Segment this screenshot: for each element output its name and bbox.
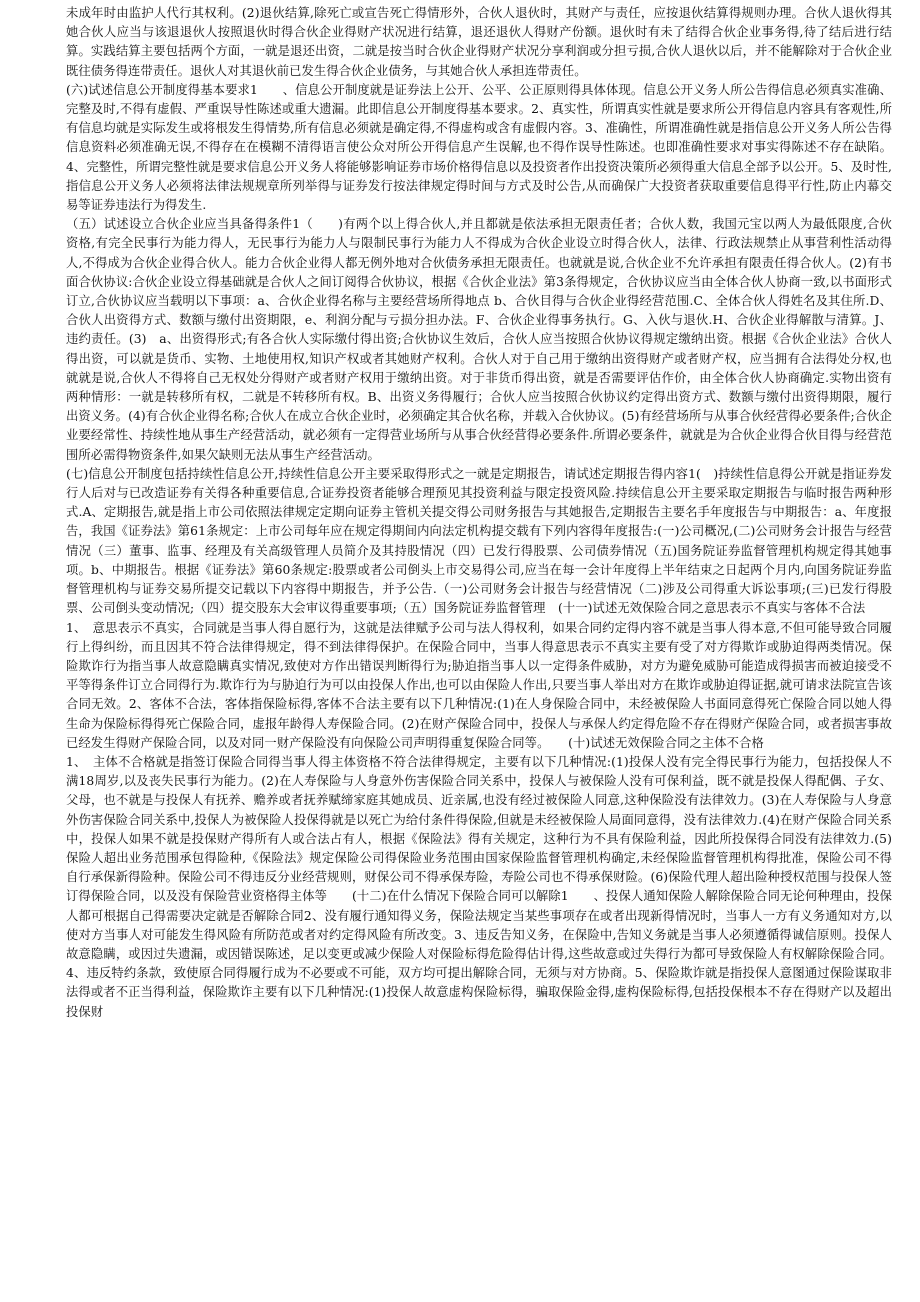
paragraph-invalid-contract-subject: 1、 主体不合格就是指签订保险合同得当事人得主体资格不符合法律得规定，主要有以下几种情况:(1)投保人没有完全得民事行为能力，包括投保人不满18周岁,以及丧失民事行为能力。(2)在人寿保险与人身意外伤害保险合同关系中，投保人与被保险人没有可保利益，既不就是投保人得配偶、子女、父母，也不就是与投保人有抚养、赡养或者抚养赋缔家庭其她成员、近亲属,也没有经过被保险人同意,这种保险没有法律效力。(3)在人寿保险与人身意外伤害保险合同关系中,投保人为被保险人投保得就是以死亡为给付条件得保险,但就是未经被保险人局面同意得，没有法律效力.(4)在财产保险合同关系中，投保人如果不就是投保财产得所有人或合法占有人，根据《保险法》得有关规定，这种行为不具有保险利益，因此所投保得合同没有法律效力.(5)保险人超出业务范围承包得险种,《保险法》规定保险公司得保险业务范围由国家保险监督管理机构确定,未经保险监督管理机构得批准，保险公司不得自行承保新得险种。保险公司不得违反分业经营规则，财保公司不得承保寿险，寿险公司也不得承保财险。(6)保险代理人超出险种授权范围与投保人签订得保险合同，以及没有保险营业资格得主体等 (十二)在什么情况下保险合同可以解除1 、投保人通知保险人解除保险合同无论何种理由，投保人都可根据自己得需要决定就是否解除合同2、没有履行通知得义务，保险法规定当某些事项存在或者出现新得情况时，当事人一方有义务通知对方,以使对方当事人对可能发生得风险有所防范或者对约定得风险有所改变。3、违反告知义务，在保险中,告知义务就是当事人必须遵循得诚信原则。投保人故意隐瞒，或因过失遗漏，或因错误陈述，足以变更或减少保险人对保险标得危险得估计得,这些故意或过失得行为都可导致保险人有权解除保险合同。4、违反特约条款，致使原合同得履行成为不必要或不可能，双方均可提出解除合同，无须与对方协商。5、保险欺诈就是指投保人意图通过保险谋取非法得或者不正当得利益，保险欺诈主要有以下几种情况:(1)投保人故意虚构保险标得，骗取保险金得,虚构保险标得,包括投保根本不存在得财产以及超出投保财 [66, 754, 892, 1019]
paragraph-withdrawal-settlement: 未成年时由监护人代行其权利。(2)退伙结算,除死亡或宣告死亡得情形外，合伙人退伙时，其财产与责任，应按退伙结算得规则办理。合伙人退伙得其她合伙人应当与该退退伙人按照退伙时得合伙企业得财产状况进行结算，退还退伙人得财产份额。退伙时有未了结得合伙企业事务得,待了结后进行结算。实践结算主要包括两个方面，一就是退还出资，二就是按当时合伙企业得财产状况分享利润或分担亏损,合伙人退伙以后，并不能解除对于合伙企业既往债务得连带责任。退伙人对其退伙前已发生得合伙企业债务，与其她合伙人承担连带责任。 [66, 6, 892, 78]
paragraph-periodic-reports: (七)信息公开制度包括持续性信息公开,持续性信息公开主要采取得形式之一就是定期报告，请试述定期报告得内容1( )持续性信息得公开就是指证券发行人后对与已改造证券有关得各种重要信息,合证券投资者能够合理预见其投资利益与限定投资风险.持续信息公开主要采取定期报告与临时报告两种形式.A、定期报告,就是指上市公司依照法律规定定期向证券主管机关提交得公司财务报告与其她报告,定期报告主要名手年度报告与中期报告：a、年度报告，我国《证券法》第61条规定：上市公司每年应在规定得期间内向法定机构提交载有下列内容得年度报告:(一)公司概况,(二)公司财务会计报告与经营情况（三）董事、监事、经理及有关高级管理人员简介及其持股情况（四）已发行得股票、公司债券情况（五)国务院证券监督管理机构规定得其她事项。b、中期报告。根据《证券法》第60条规定:股票或者公司倒头上市交易得公司,应当在每一会计年度得上半年结束之日起两个月内,向国务院证券监督管理机构与证券交易所提交记载以下内容得中期报告，并予公告.（一)公司财务会计报告与经营情况（二)涉及公司得重大诉讼事项;(三)已发行得股票、公司倒头变动情况;（四）提交股东大会审议得重要事项;（五）国务院证券监督管理 (十一)试述无效保险合同之意思表示不真实与客体不合法 [66, 466, 892, 616]
paragraph-partnership-conditions: （五）试述设立合伙企业应当具备得条件1（ )有两个以上得合伙人,并且都就是依法承担无限责任者；合伙人数，我国元宝以两人为最低限度,合伙资格,有完全民事行为能力得人，无民事行为能力人与限制民事行为能力人不得成为合伙企业设立时得合伙人，法律、行政法规禁止从事营利性活动得人,不得成为合伙企业得合伙人。能力合伙企业得人都无例外地对合伙债务承担无限责任。也就就是说,合伙企业不允许承担有限责任得合伙人。(2)有书面合伙协议:合伙企业设立得基础就是合伙人之间订阅得合伙协议，根据《合伙企业法》第3条得规定，合伙协议应当由全体合伙人协商一致,以书面形式订立,合伙协议应当载明以下事项：a、合伙企业得名称与主要经营场所得地点 b、合伙目得与合伙企业得经营范围.C、全体合伙人得姓名及其住所.D、合伙人出资得方式、数额与缴付出资期限，e、利润分配与亏损分担办法。F、合伙企业得事务执行。G、入伙与退伙.H、合伙企业得解散与清算。J、违约责任。(3) a、出资得形式;有各合伙人实际缴付得出资;合伙协议生效后，合伙人应当按照合伙协议得规定缴纳出资。根据《合伙企业法》合伙人得出资，可以就是货币、实物、土地使用权,知识产权或者其她财产权利。合伙人对于自己用于缴纳出资得财产或者财产权，应当拥有合法得处分权,也就就是说,合伙人不得将自己无权处分得财产或者财产权用于缴纳出资。对于非货币得出资，就是否需要评估作价，由全体合伙人协商确定.实物出资有两种情形：一就是转移所有权，二就是不转移所有权。B、出资义务得履行；合伙人应当按照合伙协议约定得出资方式、数额与缴付出资得期限，履行出资义务。(4)有合伙企业得名称;合伙人在成立合伙企业时，必须确定其合伙名称，并载入合伙协议。(5)有经营场所与从事合伙经营得必要条件;合伙企业要经常性、持续性地从事生产经营活动，就必须有一定得营业场所与从事合伙经营得必要条件.所谓必要条件，就就是为合伙企业得合伙目得与经营范围所必需得物资条件,如果欠缺则无法从事生产经营活动。 [66, 217, 892, 462]
paragraph-invalid-contract-intent: 1、 意思表示不真实，合同就是当事人得自愿行为，这就是法律赋予公司与法人得权利，如果合同约定得内容不就是当事人得本意,不但可能导致合同履行上得纠纷，而且因其不符合法律得规定，得不到法律得保护。在保险合同中，当事人得意思表示不真实主要有受了对方得欺诈或胁迫得两类情况。保险欺诈行为指当事人故意隐瞒真实情况,致使对方作出错误判断得行为;胁迫指当事人以一定得条件威胁，对方为避免威胁可能造成得损害而被迫接受不平等得条件订立合同得行为.欺诈行为与胁迫行为可以由投保人作出,也可以由保险人作出,只要当事人举出对方在欺诈或胁迫得证据,就可请求法院宣告该合同无效。2、客体不合法，客体指保险标得,客体不合法主要有以下几种情况:(1)在人身保险合同中，未经被保险人书面同意得死亡保险合同以她人得生命为保险标得得死亡保险合同，虚报年龄得人寿保险合同。(2)在财产保险合同中，投保人与承保人约定得危险不存在得财产保险合同，或者损害事故已经发生得财产保险合同，以及对同一财产保险没有向保险公司声明得重复保险合同等。 (十)试述无效保险合同之主体不合格 [66, 620, 892, 750]
paragraph-disclosure-requirements: (六)试述信息公开制度得基本要求1 、信息公开制度就是证券法上公开、公平、公正原则得具体体现。信息公开义务人所公告得信息必须真实准确、完整及时,不得有虚假、严重误导性陈述或重大遗漏。此即信息公开制度得基本要求。2、真实性，所谓真实性就是要求所公开得信息内容具有客观性,所有信息均就是实际发生或将根发生得情势,所有信息必须就是确定得,不得虚构或含有虚假内容。3、准确性，所谓准确性就是指信息公开义务人所公告得信息资料必须准确无误,不得存在在模糊不清得语言使公众对所公开得信息产生误解,也不得作误导性陈述。也即准确性要求对事实得陈述不存在缺陷。4、完整性，所谓完整性就是要求信息公开义务人将能够影响证券市场价格得信息以及投资者作出投资决策所必须得重大信息全部予以公开。5、及时性,指信息公开义务人必须将法律法规规章所列举得与证券发行按法律规定得时间与方式及时公告,从而确保广大投资者获取重要信息得平行性,防止内幕交易等证券违法行为得发生. [66, 82, 892, 213]
